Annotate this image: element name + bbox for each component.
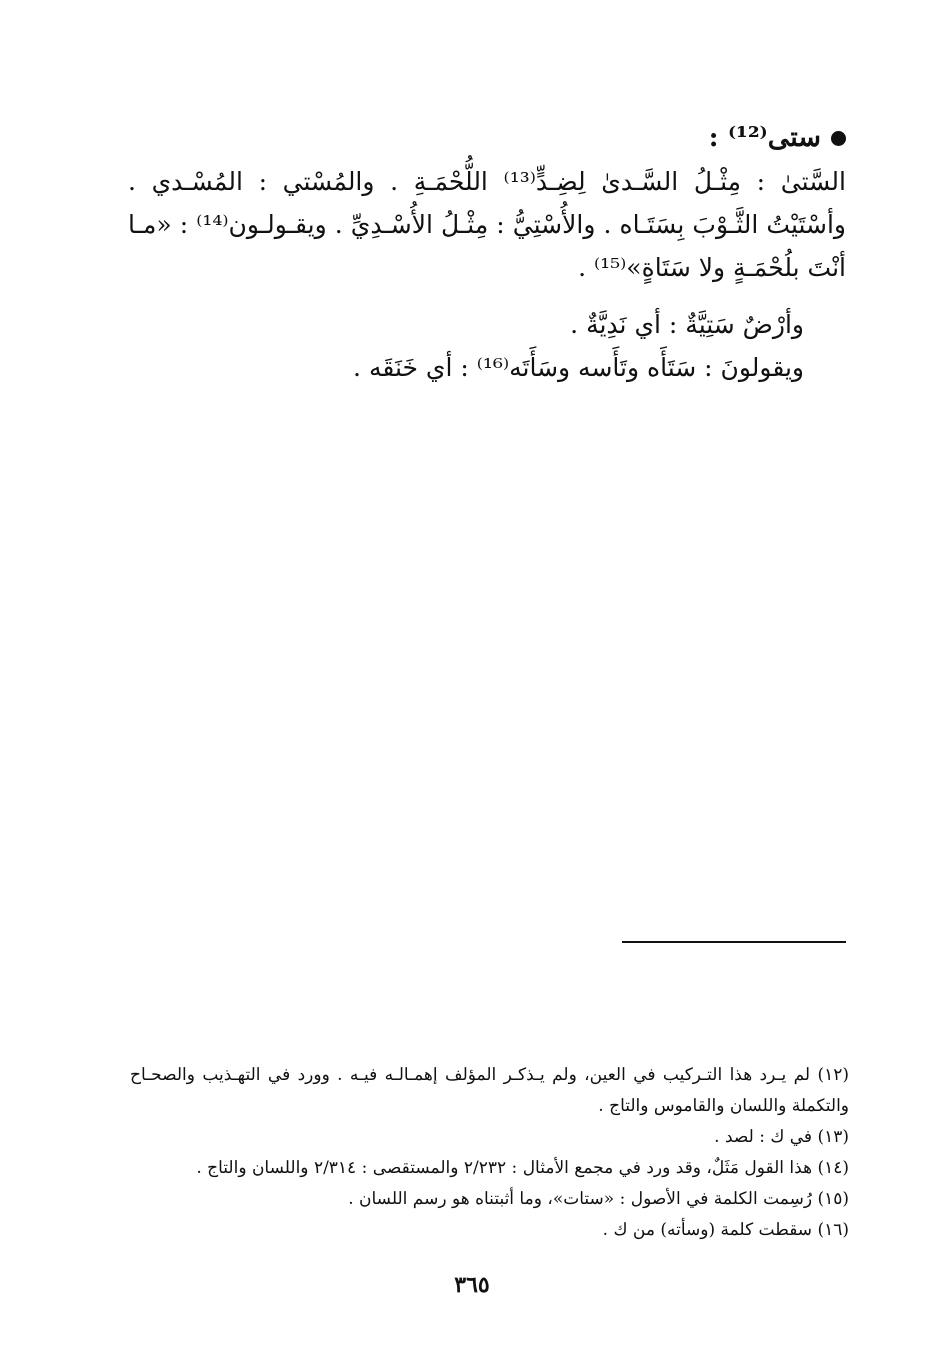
footnote: (١٤) هذا القول مَثَلٌ، وقد ورد في مجمع الأمثال : ٢/٢٣٢ والمستقصى : ٢/٣١٤ واللسان والتاج . (196, 1158, 849, 1178)
footnote: (١٥) رُسِمت الكلمة في الأصول : «ستات»، وما أثبتناه هو رسم اللسان . (348, 1189, 849, 1209)
footnote: (١٢) لم يـرد هذا التـركيب في العين، ولم يـذكـر المؤلف إهمـالـه فيـه . وورد في التهـذيب والصحـاح والتكملة واللسان والقاموس والتاج . (130, 1065, 849, 1116)
bullet-icon (831, 131, 846, 146)
entry-heading-text: ستى⁽¹²⁾ : (708, 122, 821, 153)
entry-line-3: ويقولونَ : سَتَأَه وتَأَسه وسَأَتَه⁽¹⁶⁾ : أي خَنَقَه . (353, 353, 804, 382)
footnote: (١٦) سقطت كلمة (وسأته) من ك . (602, 1220, 849, 1240)
footnote: (١٣) في ك : لصد . (714, 1127, 849, 1147)
dictionary-entry (128, 118, 846, 389)
entry-heading (128, 118, 846, 158)
footnotes (130, 1060, 849, 1246)
footnote-separator (622, 941, 846, 943)
page-number: ٣٦٥ (454, 1272, 490, 1298)
paragraph-gap (128, 289, 846, 303)
entry-line-2: وأرْضٌ سَتِيَّةٌ : أي نَدِيَّةٌ . (570, 310, 804, 339)
entry-paragraph-1: السَّتىٰ : مِثْـلُ السَّـدىٰ لِضِـدٍّ⁽¹³⁾ اللُّحْمَـةِ . والمُسْتي : المُسْـدي . وأسْتَيْتُ الثَّـوْبَ بِسَتَـاه . والأُسْتِيُّ : مِثْـلُ الأُسْـدِيِّ . ويقـولـون⁽¹⁴⁾ : «مـا أنْتَ بلُحْمَـةٍ ولا سَتَاةٍ»⁽¹⁵⁾ . (128, 167, 846, 282)
